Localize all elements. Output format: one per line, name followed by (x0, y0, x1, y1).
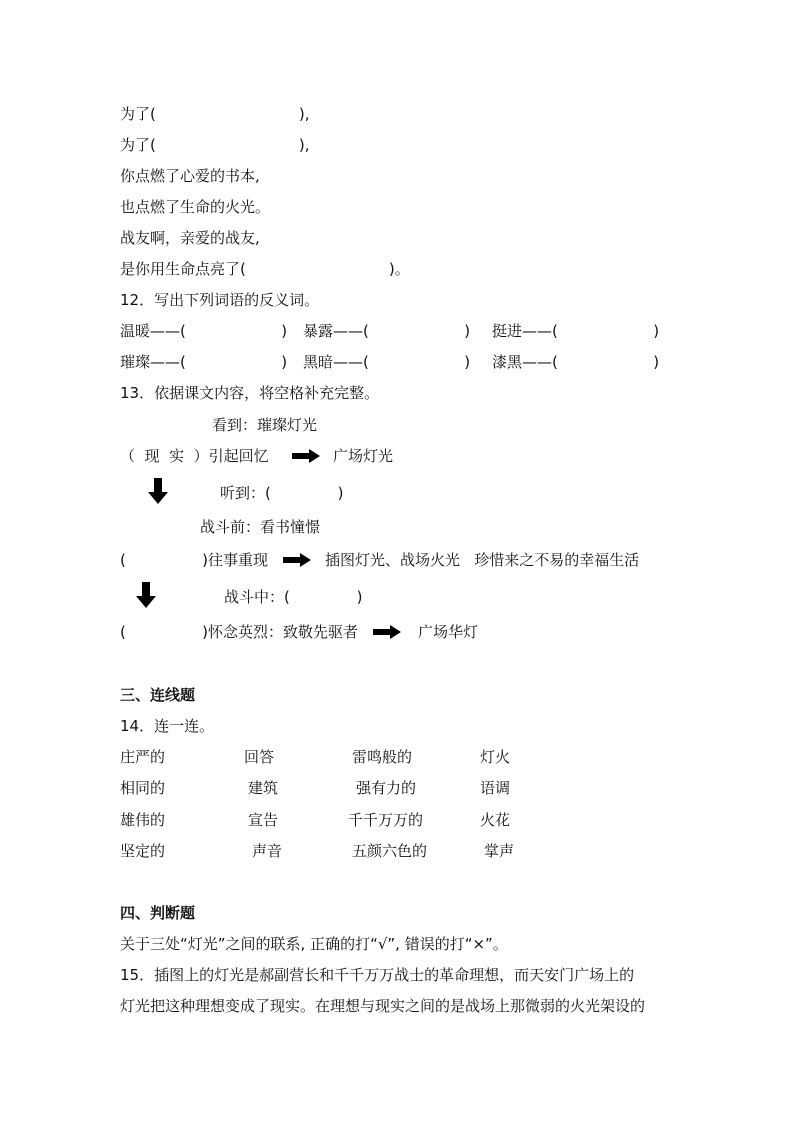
right-arrow-icon (292, 449, 320, 463)
right-arrow-icon (373, 625, 401, 639)
matching-word: 坚定的 (120, 842, 166, 860)
section-3-heading: 三、连线题 (120, 686, 196, 704)
matching-word: 声音 (252, 842, 283, 860)
q15-text-line-2: 灯光把这种理想变成了现实。在理想与现实之间的是战场上那微弱的火光架设的 (120, 997, 646, 1015)
poem-line-1: 为了( ), (120, 105, 310, 123)
matching-word: 回答 (244, 748, 275, 766)
q12-item: 璀璨——( ) (120, 353, 288, 371)
matching-word: 语调 (480, 779, 511, 797)
q12-item: 挺进——( ) (492, 322, 660, 340)
q15-text-line-1: 15．插图上的灯光是郝副营长和千千万万战士的革命理想，而天安门广场上的 (120, 966, 635, 984)
q13-square-light: 广场灯光 (333, 447, 394, 465)
q13-memory-label: ( )怀念英烈：致敬先驱者 (120, 623, 358, 641)
q13-hear: 听到：( ) (220, 484, 344, 502)
q13-before-battle: 战斗前：看书憧憬 (200, 518, 321, 536)
matching-word: 强有力的 (356, 779, 417, 797)
q13-reality: （ 现 实 ）引起回忆 (120, 447, 269, 465)
section-4-heading: 四、判断题 (120, 904, 196, 922)
q12-item: 黑暗——( ) (303, 353, 471, 371)
matching-word: 相同的 (120, 779, 166, 797)
q12-item: 温暖——( ) (120, 322, 288, 340)
poem-line-3: 你点燃了心爱的书本, (120, 167, 260, 185)
q13-memory-target: 广场华灯 (418, 623, 479, 641)
matching-word: 掌声 (484, 842, 515, 860)
q13-title: 13．依据课文内容，将空格补充完整。 (120, 384, 380, 402)
matching-word: 灯火 (480, 748, 511, 766)
matching-word: 千千万万的 (348, 811, 424, 829)
poem-line-2: 为了( ), (120, 136, 310, 154)
poem-line-6: 是你用生命点亮了( )。 (120, 260, 410, 278)
matching-word: 雄伟的 (120, 811, 166, 829)
q13-past-label: ( )往事重现 (120, 551, 268, 569)
matching-word: 雷鸣般的 (352, 748, 413, 766)
right-arrow-icon (283, 553, 311, 567)
poem-line-5: 战友啊，亲爱的战友, (120, 229, 260, 247)
down-arrow-icon (136, 582, 156, 608)
q13-during-battle: 战斗中：( ) (224, 588, 363, 606)
matching-word: 宣告 (248, 811, 279, 829)
matching-word: 五颜六色的 (352, 842, 428, 860)
matching-word: 建筑 (248, 779, 279, 797)
matching-word: 火花 (480, 811, 511, 829)
section-4-intro: 关于三处“灯光”之间的联系, 正确的打“√”, 错误的打“×”。 (120, 935, 508, 953)
q13-past-target: 插图灯光、战场火光 珍惜来之不易的幸福生活 (325, 551, 640, 569)
poem-line-4: 也点燃了生命的火光。 (120, 198, 271, 216)
q14-title: 14．连一连。 (120, 717, 215, 735)
q12-title: 12．写出下列词语的反义词。 (120, 291, 320, 309)
q13-see: 看到：璀璨灯光 (212, 416, 318, 434)
matching-word: 庄严的 (120, 748, 166, 766)
down-arrow-icon (148, 478, 168, 504)
q12-item: 漆黑——( ) (492, 353, 660, 371)
q12-item: 暴露——( ) (303, 322, 471, 340)
